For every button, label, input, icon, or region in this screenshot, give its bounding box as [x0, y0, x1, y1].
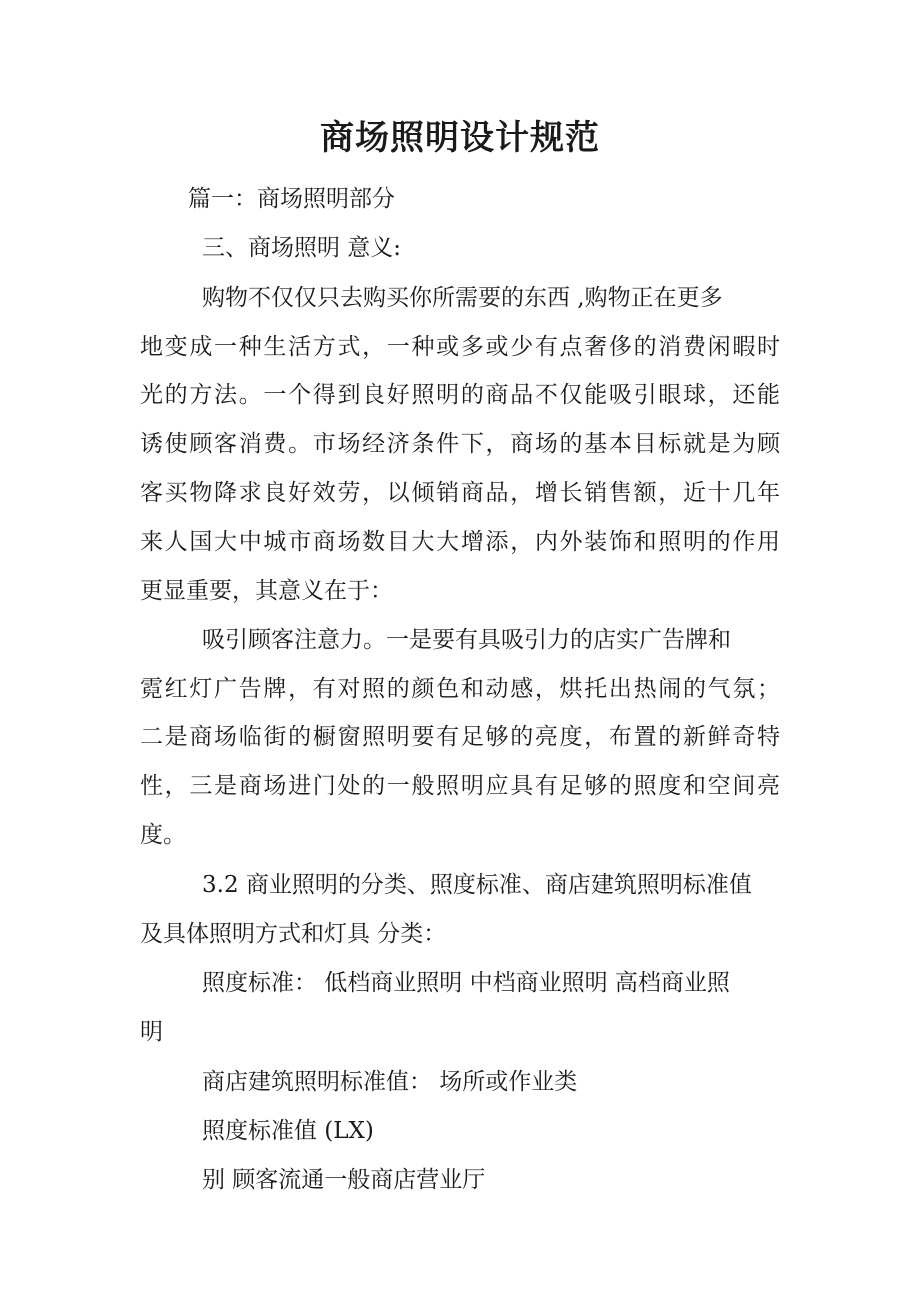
paragraph-line: 光的方法。一个得到良好照明的商品不仅能吸引眼球，还能	[140, 382, 780, 408]
standard-values-label: 商店建筑照明标准值： 场所或作业类	[202, 1069, 578, 1095]
paragraph-line: 霓红灯广告牌，有对照的颜色和动感，烘托出热闹的气氛；	[140, 676, 780, 702]
paragraph-line: 照度标准： 低档商业照明 中档商业照明 高档商业照	[202, 970, 730, 996]
paragraph-line: 及具体照明方式和灯具 分类：	[140, 921, 447, 947]
paragraph-line: 更显重要，其意义在于：	[140, 578, 393, 604]
category-line: 别 顾客流通一般商店营业厅	[202, 1167, 486, 1193]
part-heading: 篇一：商场照明部分	[188, 186, 395, 212]
paragraph-line: 诱使顾客消费。市场经济条件下，商场的基本目标就是为顾	[140, 431, 780, 457]
illuminance-value-label: 照度标准值 (LX)	[202, 1118, 374, 1144]
paragraph-line: 吸引顾客注意力。一是要有具吸引力的店实广告牌和	[202, 627, 731, 653]
paragraph-line: 3.2 商业照明的分类、照度标准、商店建筑照明标准值	[202, 872, 752, 898]
section-heading: 三、商场照明 意义:	[202, 235, 402, 261]
paragraph-line: 度。	[140, 822, 186, 848]
document-title: 商场照明设计规范	[320, 118, 600, 158]
paragraph-line: 来人国大中城市商场数目大大增添，内外装饰和照明的作用	[140, 529, 780, 555]
paragraph-line: 二是商场临街的橱窗照明要有足够的亮度，布置的新鲜奇特	[140, 724, 780, 750]
paragraph-line: 客买物降求良好效劳，以倾销商品，增长销售额，近十几年	[140, 480, 780, 506]
paragraph-line: 性，三是商场进门处的一般照明应具有足够的照度和空间亮	[140, 773, 780, 799]
paragraph-line: 明	[140, 1019, 163, 1045]
paragraph-line: 购物不仅仅只去购买你所需要的东西 ,购物正在更多	[202, 285, 723, 311]
paragraph-line: 地变成一种生活方式，一种或多或少有点奢侈的消费闲暇时	[140, 334, 780, 360]
